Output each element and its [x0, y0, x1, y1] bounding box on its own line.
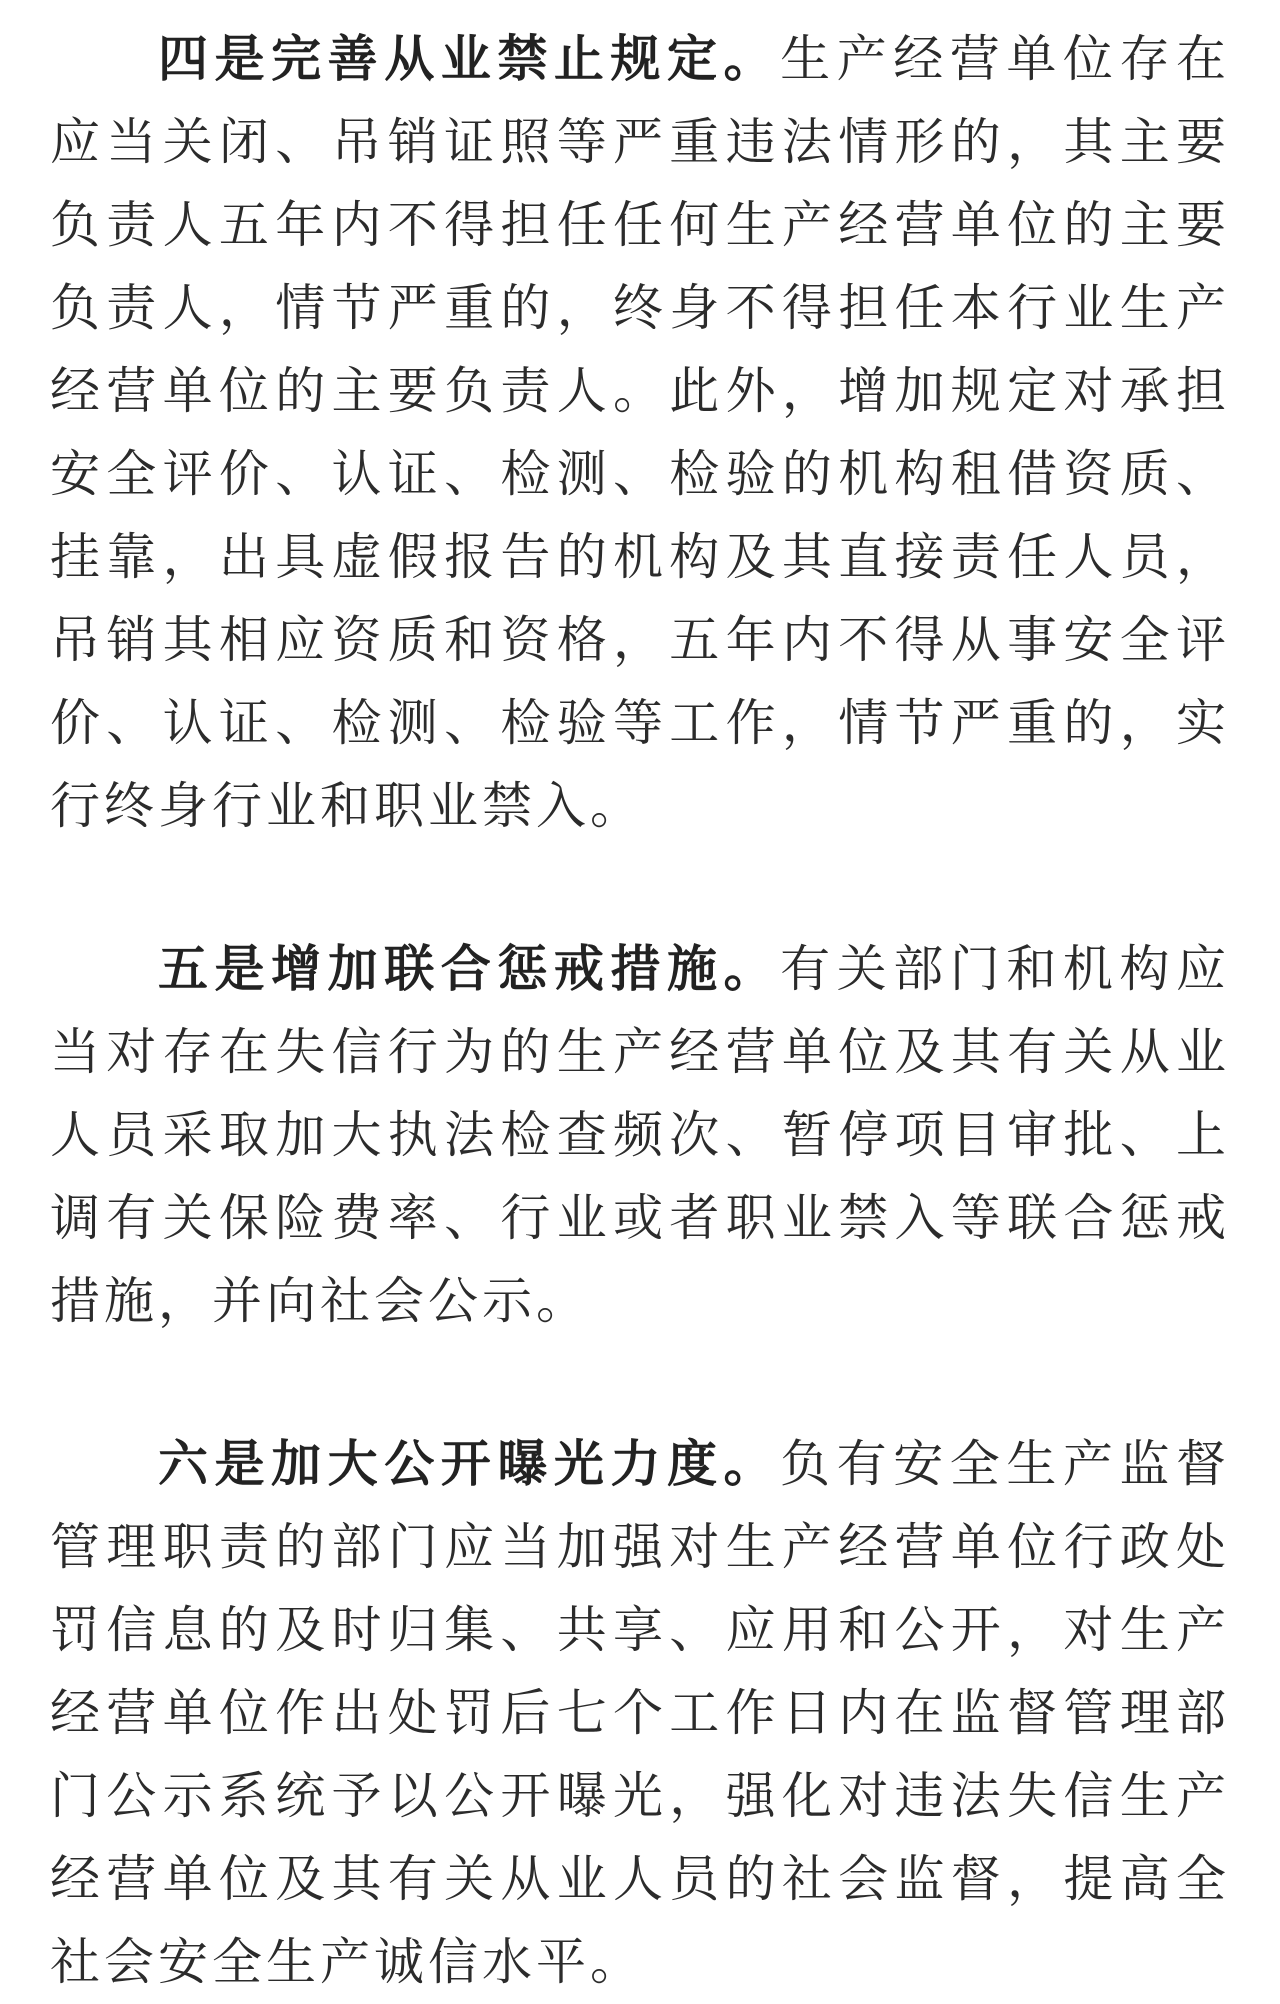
- paragraph-public-exposure: [50, 1423, 1230, 2004]
- paragraph-joint-punishment: [50, 928, 1230, 1343]
- paragraph-heading: 六是加大公开曝光力度。: [158, 1435, 781, 1493]
- paragraph-text: 生产经营单位存在应当关闭、吊销证照等严重违法情形的，其主要负责人五年内不得担任任何生产经营单位的主要负责人，情节严重的，终身不得担任本行业生产经营单位的主要负责人。此外，增加规定对承担安全评价、认证、检测、检验的机构租借资质、挂靠，出具虚假报告的机构及其直接责任人员，吊销其相应资质和资格，五年内不得从事安全评价、认证、检测、检验等工作，情节严重的，实行终身行业和职业禁入。: [50, 30, 1231, 835]
- paragraph-employment-ban: [50, 18, 1230, 848]
- paragraph-heading: 五是增加联合惩戒措施。: [158, 940, 781, 998]
- paragraph-text: 负有安全生产监督管理职责的部门应当加强对生产经营单位行政处罚信息的及时归集、共享、应用和公开，对生产经营单位作出处罚后七个工作日内在监督管理部门公示系统予以公开曝光，强化对违法失信生产经营单位及其有关从业人员的社会监督，提高全社会安全生产诚信水平。: [50, 1435, 1231, 1991]
- paragraph-heading: 四是完善从业禁止规定。: [158, 30, 781, 88]
- paragraph-text: 有关部门和机构应当对存在失信行为的生产经营单位及其有关从业人员采取加大执法检查频次、暂停项目审批、上调有关保险费率、行业或者职业禁入等联合惩戒措施，并向社会公示。: [50, 940, 1231, 1330]
- article-body: [50, 18, 1230, 2004]
